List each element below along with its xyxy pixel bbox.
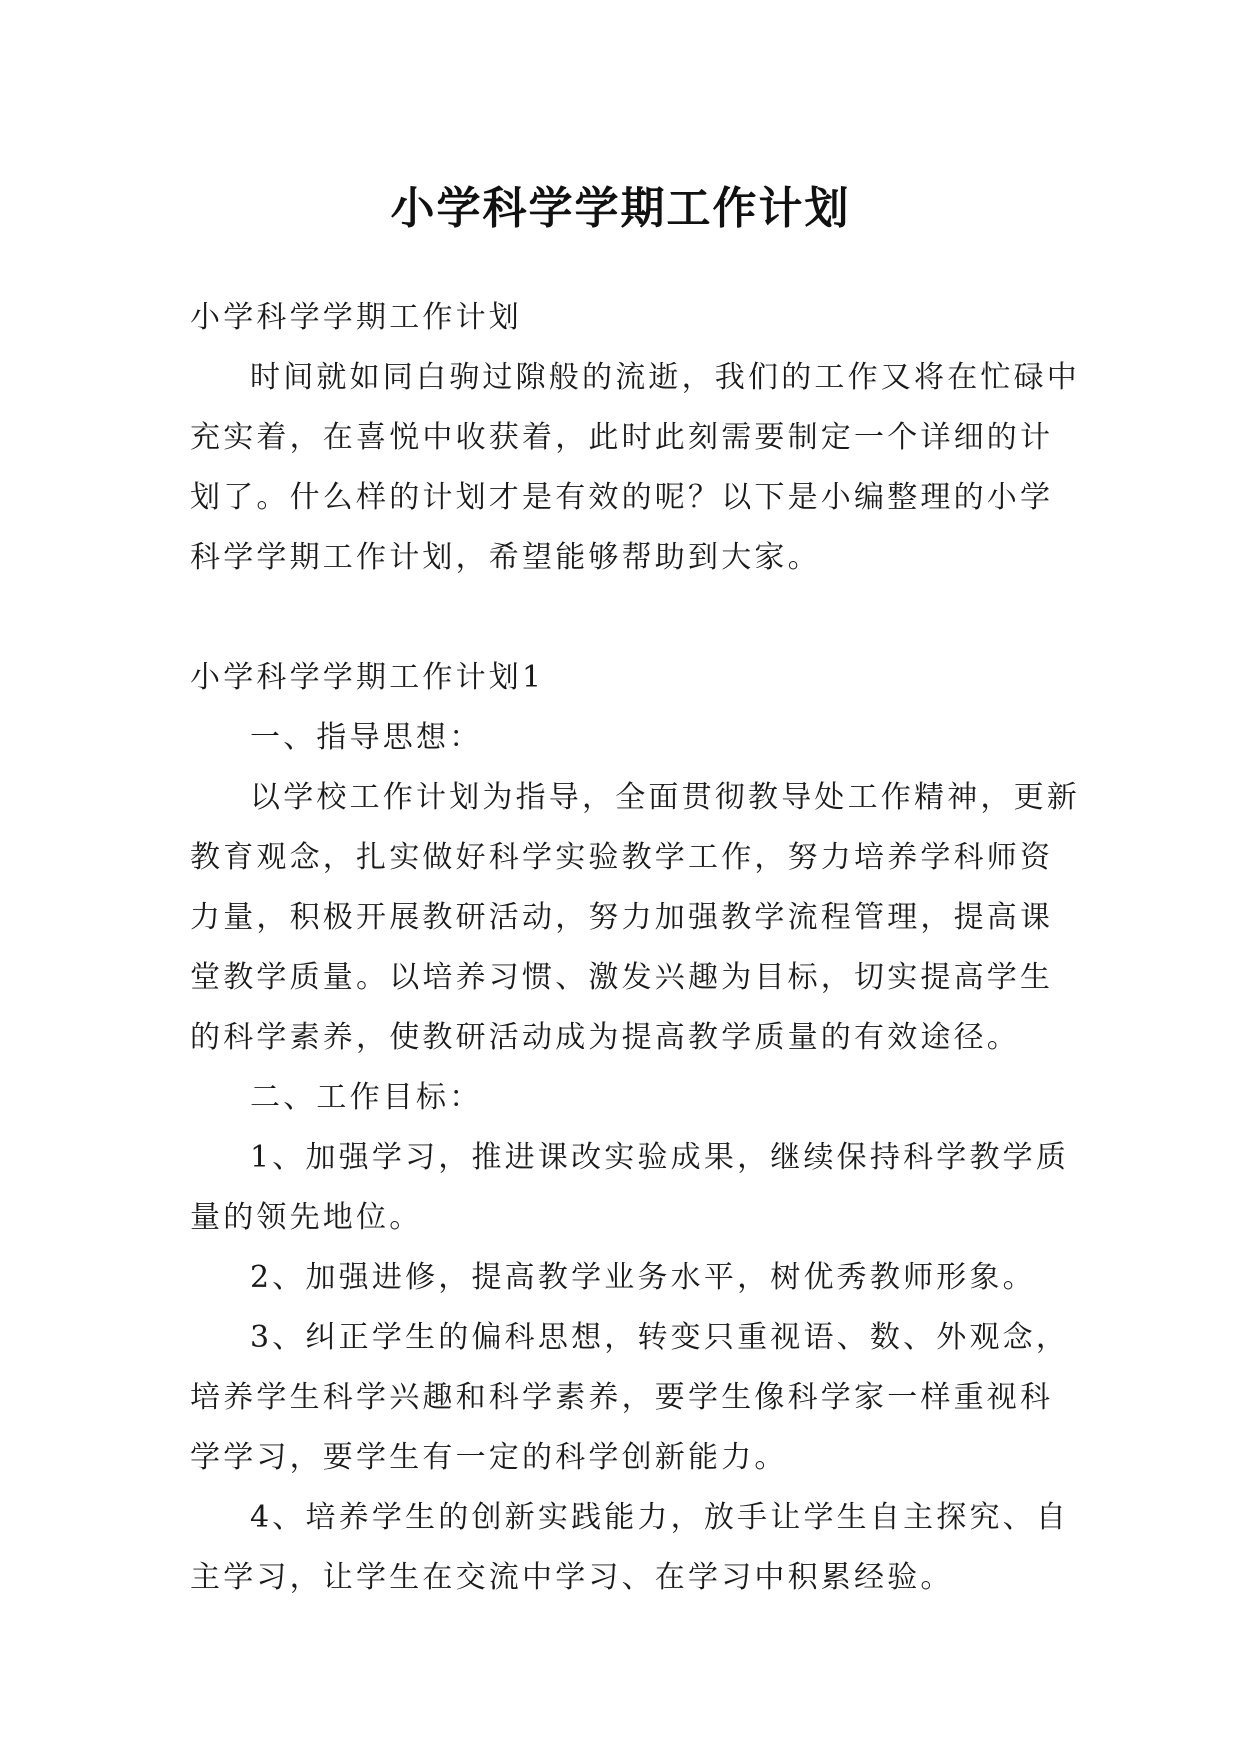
intro-paragraph: 时间就如同白驹过隙般的流逝，我们的工作又将在忙碌中充实着，在喜悦中收获着，此时此刻需要制定一个详细的计划了。什么样的计划才是有效的呢？以下是小编整理的小学科学学期工作计划，希望能够帮助到大家。: [190, 360, 1080, 575]
guiding-paragraph: 以学校工作计划为指导，全面贯彻教导处工作精神，更新教育观念，扎实做好科学实验教学工作，努力培养学科师资力量，积极开展教研活动，努力加强教学流程管理，提高课堂教学质量。以培养习惯、激发兴趣为目标，切实提高学生的科学素养，使教研活动成为提高教学质量的有效途径。: [190, 780, 1080, 1055]
document-subtitle: 小学科学学期工作计划: [190, 300, 522, 335]
guiding-heading: 一、指导思想：: [250, 720, 483, 755]
goal-item: 3、纠正学生的偏科思想，转变只重视语、数、外观念，培养学生科学兴趣和科学素养，要学生像科学家一样重视科学学习，要学生有一定的科学创新能力。: [190, 1320, 1070, 1475]
goal-item: 4、培养学生的创新实践能力，放手让学生自主探究、自主学习，让学生在交流中学习、在学习中积累经验。: [190, 1500, 1070, 1595]
goal-item: 1、加强学习，推进课改实验成果，继续保持科学教学质量的领先地位。: [190, 1140, 1070, 1235]
section-spacer: [190, 588, 1080, 648]
section-heading: 小学科学学期工作计划1: [190, 660, 545, 695]
goals-heading: 二、工作目标：: [250, 1080, 483, 1115]
goal-item: 2、加强进修，提高教学业务水平，树优秀教师形象。: [250, 1260, 1036, 1295]
document-body: [190, 288, 1080, 1608]
document-title: 小学科学学期工作计划: [390, 183, 851, 235]
